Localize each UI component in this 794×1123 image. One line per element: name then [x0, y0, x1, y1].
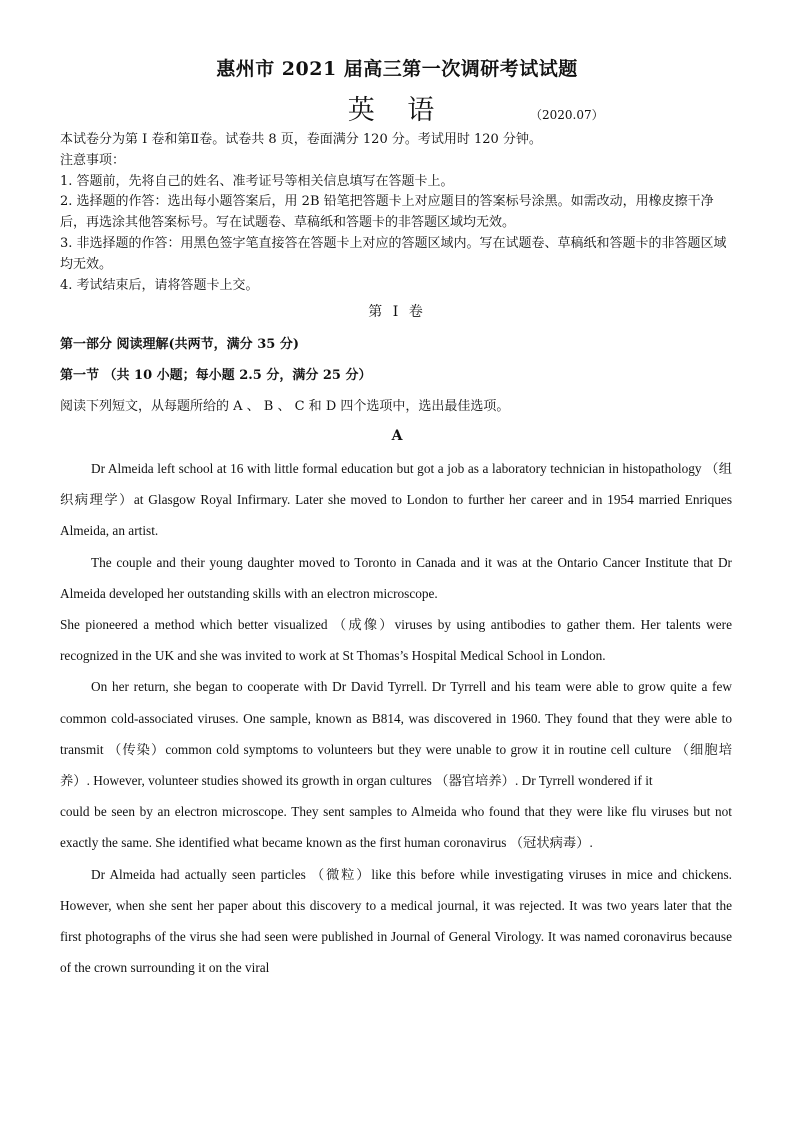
note-line: 2. 选择题的作答：选出每小题答案后，用 2B 铅笔把答题卡上对应题目的答案标号涂黑。如需改动，用橡皮擦干净后，再选涂其他答案标号。写在试题卷、草稿纸和答题卡的非答题区域均无效。 — [60, 194, 714, 231]
part1-heading: 第一部分 阅读理解(共两节，满分 35 分) — [60, 337, 299, 352]
exam-notes — [60, 130, 736, 296]
exam-title: 惠州市 2021 届高三第一次调研考试试题 — [216, 58, 578, 80]
passage-paragraph: Dr Almeida left school at 16 with little formal education but got a job as a laboratory technician in histopathology （组织病理学）at Glasgow Royal Infirmary. Later she moved to London to further her career and in 1954 married Enriques Almeida, an artist. — [60, 461, 732, 539]
passage-paragraph: She pioneered a method which better visualized （成像）viruses by using antibodies to gather them. Her talents were recognized in the UK and she was invited to work at St Thomas’s Hospital Medical School in London. — [60, 617, 732, 664]
section1-heading: 第一节 （共 10 小题；每小题 2.5 分，满分 25 分） — [60, 368, 372, 383]
section-instructions: 阅读下列短文，从每题所给的 A 、 B 、 C 和 D 四个选项中，选出最佳选项。 — [60, 399, 510, 414]
passage-body — [60, 453, 732, 983]
passage-paragraph: The couple and their young daughter moved to Toronto in Canada and it was at the Ontario Cancer Institute that Dr Almeida developed her outstanding skills with an electron microscope. — [60, 554, 732, 601]
note-line: 本试卷分为第 I 卷和第Ⅱ卷。试卷共 8 页，卷面满分 120 分。考试用时 120 分钟。 — [60, 132, 542, 147]
note-line: 3. 非选择题的作答：用黑色签字笔直接答在答题卡上对应的答题区域内。写在试题卷、草稿纸和答题卡的非答题区域均无效。 — [60, 235, 727, 272]
exam-date: （2020.07） — [530, 108, 604, 122]
passage-letter: A — [391, 428, 403, 444]
note-line: 注意事项： — [60, 152, 126, 168]
passage-paragraph: could be seen by an electron microscope. They sent samples to Almeida who found that they were like flu viruses but not exactly the same. She identified what became known as the first human coronavirus （冠状病毒）. — [60, 804, 732, 851]
subject-title: 英 语 — [347, 95, 447, 126]
volume-label: 第 I 卷 — [368, 304, 426, 320]
passage-paragraph: On her return, she began to cooperate with Dr David Tyrrell. Dr Tyrrell and his team were able to grow quite a few common cold-associated viruses. One sample, known as B814, was discovered in 1960. They found that they were able to transmit （传染）common cold symptoms to volunteers but they were unable to grow it in routine cell culture （细胞培养）. However, volunteer studies showed its growth in organ cultures （器官培养）. Dr Tyrrell wondered if it — [60, 679, 732, 789]
passage-paragraph: Dr Almeida had actually seen particles （微粒）like this before while investigating viruses in mice and chickens. However, when she sent her paper about this discovery to a medical journal, it was rejected. It was two years later that the first photographs of the virus she had seen were published in Journal of General Virology. It was named coronavirus because of the crown surrounding it on the viral — [60, 866, 732, 976]
note-line: 1. 答题前，先将自己的姓名、准考证号等相关信息填写在答题卡上。 — [60, 173, 454, 189]
note-line: 4. 考试结束后，请将答题卡上交。 — [60, 277, 259, 293]
